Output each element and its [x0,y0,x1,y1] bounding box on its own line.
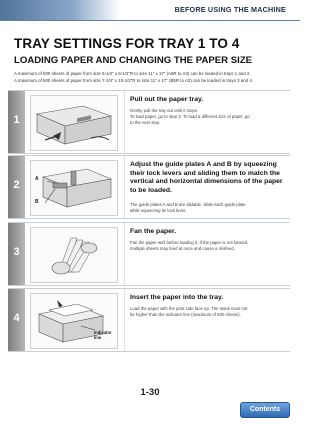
guide-plates-illustration [30,160,118,216]
description-line: Fan the paper well before loading it. If the paper is not fanned, [130,240,249,245]
header-accent [0,0,120,20]
step-title: Pull out the paper tray. [130,96,204,103]
description-line: Gently pull the tray out until it stops. [130,108,199,113]
step-title: Adjust the guide plates A and B by squeezing their lock levers and sliding them to match the vertical and horizontal dimensions of the paper to be loaded. [130,161,283,194]
insert-paper-illustration [30,293,118,349]
label-line: Indicator [94,330,112,335]
step-number-column [8,156,25,218]
section-subtitle: LOADING PAPER AND CHANGING THE PAPER SIZE [14,55,253,66]
label-a: A [35,176,39,182]
indicator-line-label [94,330,112,340]
section-title: BEFORE USING THE MACHINE [174,5,286,14]
description-line: while squeezing its lock lever. [130,208,187,214]
step-3 [8,222,290,286]
step-divider [124,156,125,218]
step-title: Fan the paper. [130,228,177,235]
pull-tray-illustration [30,95,118,151]
step-title: Insert the paper into the tray. [130,294,224,301]
step-description [130,108,286,127]
step-description [130,202,286,214]
step-2 [8,155,290,219]
guide-plates-drawing [31,161,117,215]
fan-paper-illustration [30,227,118,283]
label-line: line [94,335,102,340]
intro-line: A maximum of 500 sheets of paper from size 7-1/4" x 10-1/2"R to size 11" x 17" (B5R to A3) can be loaded in trays 3 and 4. [14,78,253,84]
step-number-column [8,289,25,351]
step-description [130,240,286,252]
description-line: multiple sheets may feed at once and cause a misfeed. [130,246,235,252]
page-number: 1-30 [140,387,160,398]
step-number: 1 [13,114,20,126]
tray-pull-drawing [31,96,117,150]
description-line: be higher than the indicator line (maximum of 500 sheets). [130,312,241,318]
intro-text [14,70,290,85]
contents-button[interactable]: Contents [240,402,290,418]
header-bar [0,0,300,21]
description-line: To load paper, go to step 3. To load a different size of paper, go [130,114,250,120]
step-number: 4 [13,312,20,324]
step-description [130,306,286,318]
step-4 [8,288,290,352]
step-number: 3 [13,246,20,258]
step-number-column [8,91,25,153]
description-line: to the next step. [130,120,161,126]
step-divider [124,223,125,285]
step-divider [124,91,125,153]
intro-line: A maximum of 500 sheets of paper from size 5-1/2" x 8-1/2"R to size 11" x 17" (A5R to A3) can be loaded in trays 1 and 2. [14,71,251,76]
description-line: The guide plates A and B are slidable. Slide each guide plate [130,202,246,207]
description-line: Load the paper with the print side face up. The stack must not [130,306,248,311]
step-number: 2 [13,179,20,191]
page-title: TRAY SETTINGS FOR TRAY 1 TO 4 [14,36,240,51]
step-1 [8,90,290,154]
step-number-column [8,223,25,285]
step-divider [124,289,125,351]
fan-paper-drawing [31,228,117,282]
label-b: B [35,199,39,205]
